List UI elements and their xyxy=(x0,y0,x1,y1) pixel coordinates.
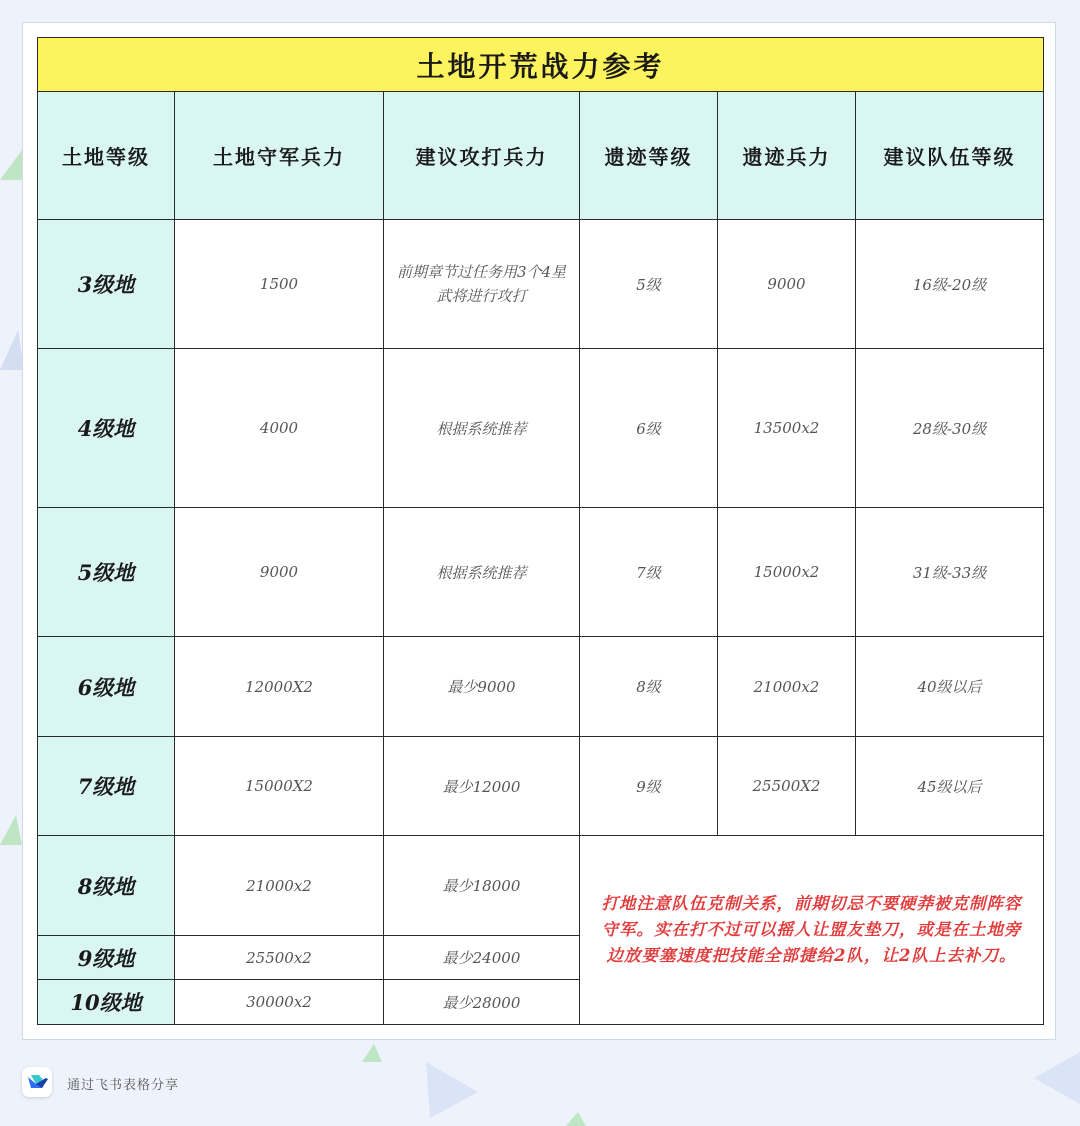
attack-cell: 根据系统推荐 xyxy=(384,508,580,637)
attack-cell: 根据系统推荐 xyxy=(384,349,580,508)
team-level-cell: 16级-20级 xyxy=(856,220,1044,349)
garrison-cell: 4000 xyxy=(175,349,384,508)
ruin-troops-cell: 15000x2 xyxy=(718,508,856,637)
garrison-cell: 21000x2 xyxy=(175,836,384,936)
land-level-cell: 9级地 xyxy=(38,936,175,980)
garrison-cell: 30000x2 xyxy=(175,980,384,1025)
garrison-cell: 12000X2 xyxy=(175,637,384,737)
table-row xyxy=(38,349,1044,508)
header-team-level: 建议队伍等级 xyxy=(856,92,1044,220)
share-footer-text: 通过飞书表格分享 xyxy=(67,1078,180,1093)
ruin-level-cell: 8级 xyxy=(580,637,718,737)
team-level-cell: 40级以后 xyxy=(856,637,1044,737)
ruin-troops-cell: 25500X2 xyxy=(718,737,856,836)
table-row xyxy=(38,836,1044,936)
garrison-cell: 25500x2 xyxy=(175,936,384,980)
table-row xyxy=(38,508,1044,637)
table-title: 土地开荒战力参考 xyxy=(38,38,1044,92)
land-level-cell: 3级地 xyxy=(38,220,175,349)
decor-shape xyxy=(564,1112,588,1126)
team-level-cell: 28级-30级 xyxy=(856,349,1044,508)
header-ruin-troops: 遗迹兵力 xyxy=(718,92,856,220)
table-row xyxy=(38,637,1044,737)
garrison-cell: 15000X2 xyxy=(175,737,384,836)
feishu-logo-icon xyxy=(22,1067,52,1097)
table-row xyxy=(38,220,1044,349)
strategy-note: 打地注意队伍克制关系，前期切忌不要硬莽被克制阵容守军。实在打不过可以摇人让盟友垫刀，或是在土地旁边放要塞速度把技能全部捷给2队，让2队上去补刀。 xyxy=(580,836,1044,1025)
land-level-cell: 4级地 xyxy=(38,349,175,508)
ruin-level-cell: 5级 xyxy=(580,220,718,349)
land-level-cell: 8级地 xyxy=(38,836,175,936)
ruin-level-cell: 7级 xyxy=(580,508,718,637)
ruin-troops-cell: 9000 xyxy=(718,220,856,349)
decor-shape xyxy=(1030,1048,1080,1108)
header-garrison: 土地守军兵力 xyxy=(175,92,384,220)
attack-cell: 最少18000 xyxy=(384,836,580,936)
attack-cell: 前期章节过任务用3个4星武将进行攻打 xyxy=(384,220,580,349)
ruin-level-cell: 6级 xyxy=(580,349,718,508)
attack-cell: 最少12000 xyxy=(384,737,580,836)
ruin-troops-cell: 13500x2 xyxy=(718,349,856,508)
header-land-level: 土地等级 xyxy=(38,92,175,220)
decor-shape xyxy=(360,1042,384,1066)
garrison-cell: 1500 xyxy=(175,220,384,349)
team-level-cell: 45级以后 xyxy=(856,737,1044,836)
land-level-cell: 6级地 xyxy=(38,637,175,737)
header-ruin-level: 遗迹等级 xyxy=(580,92,718,220)
header-row xyxy=(38,92,1044,220)
table-row xyxy=(38,737,1044,836)
ruin-troops-cell: 21000x2 xyxy=(718,637,856,737)
header-attack: 建议攻打兵力 xyxy=(384,92,580,220)
attack-cell: 最少28000 xyxy=(384,980,580,1025)
garrison-cell: 9000 xyxy=(175,508,384,637)
attack-cell: 最少9000 xyxy=(384,637,580,737)
land-power-table xyxy=(37,37,1044,1025)
land-level-cell: 10级地 xyxy=(38,980,175,1025)
ruin-level-cell: 9级 xyxy=(580,737,718,836)
land-level-cell: 7级地 xyxy=(38,737,175,836)
land-level-cell: 5级地 xyxy=(38,508,175,637)
attack-cell: 最少24000 xyxy=(384,936,580,980)
team-level-cell: 31级-33级 xyxy=(856,508,1044,637)
decor-shape xyxy=(420,1058,482,1120)
